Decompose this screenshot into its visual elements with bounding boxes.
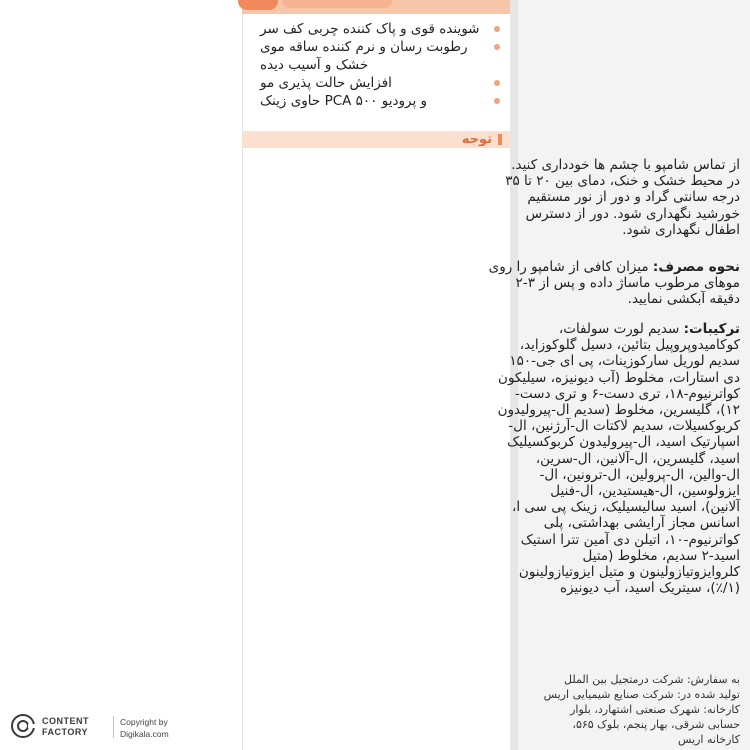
feature-item bbox=[260, 92, 500, 110]
watermark-logo bbox=[10, 712, 230, 748]
notice-heading: توجه bbox=[461, 132, 492, 147]
ingredients-line: ۱۲)، گلیسرین، مخلوط (سدیم ال-پیرولیدون bbox=[497, 402, 740, 419]
feature-list bbox=[260, 20, 500, 110]
feature-text: افزایش حالت پذیری مو bbox=[260, 75, 392, 91]
bullet-dot bbox=[494, 98, 500, 104]
manufacturer-info bbox=[544, 672, 740, 747]
ingredients-line: اسانس مجاز آرایشی بهداشتی، پلی bbox=[543, 515, 740, 532]
feature-item bbox=[260, 38, 500, 56]
notice-line: درجه سانتی گراد و دور از نور مستقیم bbox=[527, 189, 740, 206]
notice-line: اطفال نگهداری شود. bbox=[622, 221, 740, 238]
usage-text: میزان کافی از شامپو را روی bbox=[488, 259, 649, 275]
notice-line: در محیط خشک و خنک، دمای بین ۲۰ تا ۳۵ bbox=[505, 173, 740, 190]
ingredients-line: کواترنیوم-۱۰، اتیلن دی آمین تترا استیک bbox=[520, 531, 740, 548]
bullet-dot bbox=[494, 26, 500, 32]
ingredients-line: اسید-۲ سدیم، مخلوط (متیل bbox=[582, 547, 740, 564]
content-factory-logo-icon bbox=[10, 713, 36, 739]
watermark-brand-line: FACTORY bbox=[42, 727, 89, 737]
ingredients-text: سدیم لورت سولفات، bbox=[558, 321, 680, 337]
notice-paragraph bbox=[505, 157, 740, 238]
watermark-divider bbox=[113, 716, 114, 738]
usage-title: نحوه مصرف: bbox=[652, 259, 740, 275]
ingredients-line: کوکامیدوپروپیل بتائین، دسیل گلوکوزاید، bbox=[519, 337, 740, 354]
bullet-dot bbox=[494, 44, 500, 50]
feature-item bbox=[260, 56, 500, 74]
top-banner-shape bbox=[238, 0, 278, 10]
ingredients-line bbox=[498, 321, 740, 337]
feature-text: رطوبت رسان و نرم کننده ساقه موی bbox=[260, 39, 468, 55]
notice-line: از تماس شامپو با چشم ها خودداری کنید. bbox=[511, 157, 740, 173]
ingredients-line: کواترنیوم-۱۸، تری دست-۶ و تری دست- bbox=[515, 385, 740, 402]
feature-text: شوینده قوی و پاک کننده چربی کف سر bbox=[260, 21, 480, 37]
usage-line: دقیقه آبکشی نمایید. bbox=[627, 291, 740, 308]
manufacturer-line: حسابی شرقی، بهار پنجم، بلوک ۵۶۵، bbox=[572, 718, 740, 731]
feature-item bbox=[260, 20, 500, 38]
usage-paragraph bbox=[489, 259, 740, 308]
feature-text: خشک و آسیب دیده bbox=[260, 57, 369, 73]
ingredients-line: کربوکسیلات، سدیم لاکتات ال-آرژنین، ال- bbox=[508, 418, 740, 435]
background-left bbox=[0, 0, 242, 750]
feature-item bbox=[260, 74, 500, 92]
copyright-site: Digikala.com bbox=[120, 729, 169, 739]
ingredients-title: ترکیبات: bbox=[683, 321, 740, 337]
top-banner bbox=[242, 0, 510, 14]
watermark-brand-line: CONTENT bbox=[42, 716, 89, 726]
ingredients-paragraph bbox=[498, 321, 740, 596]
ingredients-line: آلانین)، اسید سالیسیلیک، زینک پی سی ا، bbox=[512, 499, 740, 516]
ingredients-line: ال-والین، ال-پرولین، ال-ترونین، ال- bbox=[539, 466, 740, 483]
watermark-copyright bbox=[120, 716, 169, 740]
feature-text: حاوی زینک PCA و پرودیو ۵۰۰ bbox=[260, 93, 428, 109]
bullet-dot bbox=[494, 80, 500, 86]
manufacturer-line: کارخانه اریس bbox=[678, 733, 740, 746]
manufacturer-line: تولید شده در: شرکت صنایع شیمیایی اریس bbox=[543, 688, 740, 701]
usage-line bbox=[489, 259, 740, 275]
ingredients-line: کلروایزوتیازولینون و متیل ایزوتیازولینون bbox=[518, 564, 740, 581]
ingredients-line: دی استارات، مخلوط (آب دیونیزه، سیلیکون bbox=[498, 369, 740, 386]
usage-line: موهای مرطوب ماساژ داده و پس از ۳-۲ bbox=[515, 275, 740, 292]
ingredients-line: ایزولوسین، ال-هیستیدین، ال-فنیل bbox=[550, 483, 740, 500]
ingredients-line: (۱/٪)، سیتریک اسید، آب دیونیزه bbox=[559, 580, 740, 597]
top-banner-shape bbox=[282, 0, 392, 8]
notice-line: خورشید نگهداری شود. دور از دسترس bbox=[525, 205, 740, 222]
manufacturer-line: کارخانه: شهرک صنعتی اشتهارد، بلوار bbox=[570, 703, 740, 716]
product-box-panel bbox=[242, 0, 512, 750]
ingredients-line: اسپارتیک اسید، ال-پیرولیدون کربوکسیلیک bbox=[507, 434, 740, 451]
watermark-brand bbox=[42, 716, 89, 738]
notice-heading-marker bbox=[498, 134, 502, 145]
ingredients-line: سدیم لوریل سارکوزینات، پی ای جی-۱۵۰ bbox=[509, 353, 740, 370]
notice-heading-bar bbox=[242, 131, 510, 148]
manufacturer-line: به سفارش: شرکت درمتجیل بین الملل bbox=[563, 673, 740, 686]
copyright-label: Copyright by bbox=[120, 717, 168, 727]
ingredients-line: اسید، گلیسرین، ال-آلانین، ال-سرین، bbox=[535, 450, 740, 467]
